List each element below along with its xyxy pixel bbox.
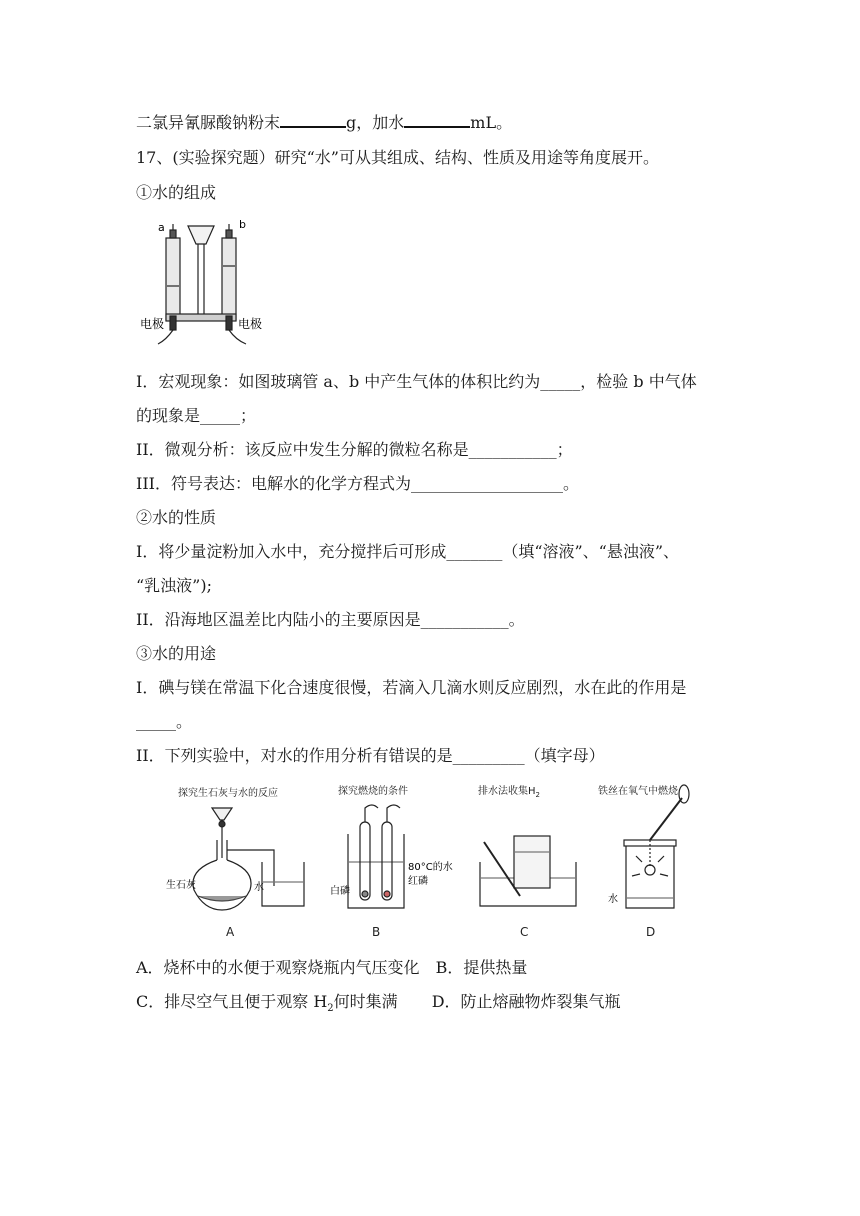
experiments-figure bbox=[164, 778, 724, 942]
electrode-right-label: 电极 bbox=[238, 317, 263, 331]
exp-c-title-main: 排水法收集H bbox=[478, 786, 536, 797]
exp-a-title: 探究生石灰与水的反应 bbox=[178, 788, 278, 799]
s2-coastal: II．沿海地区温差比内陆小的主要原因是___________。 bbox=[136, 610, 525, 629]
options-row-2 bbox=[136, 991, 621, 1020]
options-row-1 bbox=[136, 957, 527, 979]
s1-macro-line2: 的现象是_____； bbox=[136, 406, 257, 425]
section-uses-title: ③水的用途 bbox=[136, 644, 217, 663]
tube-a-label: a bbox=[158, 221, 165, 234]
text-powder: 二氯异氰脲酸钠粉末 bbox=[136, 113, 281, 132]
option-c bbox=[136, 992, 398, 1015]
exp-d-apparatus bbox=[624, 785, 689, 908]
blank-grams bbox=[280, 112, 346, 128]
exp-d-title: 铁丝在氧气中燃烧 bbox=[598, 786, 678, 797]
label-water-a: 水 bbox=[254, 882, 264, 893]
s3-iodine-line2: _____。 bbox=[136, 712, 193, 731]
tube-b-label: b bbox=[239, 218, 246, 231]
label-white-phosphorus: 白磷 bbox=[330, 886, 350, 897]
exp-b-title: 探究燃烧的条件 bbox=[338, 786, 408, 797]
s3-analysis: II．下列实验中，对水的作用分析有错误的是_________（填字母） bbox=[136, 746, 605, 765]
exp-c-apparatus bbox=[480, 836, 576, 906]
exp-a-apparatus bbox=[193, 808, 304, 910]
section-composition-title: ①水的组成 bbox=[136, 183, 217, 202]
label-water-d: 水 bbox=[608, 894, 618, 905]
line-powder-water bbox=[136, 112, 512, 134]
s1-macro-line1: I．宏观现象：如图玻璃管 a、b 中产生气体的体积比约为_____，检验 b 中气体 bbox=[136, 372, 697, 391]
option-c-sub: 2 bbox=[327, 1003, 334, 1015]
exp-letter-b: B bbox=[372, 925, 381, 939]
exp-c-title-sub: 2 bbox=[535, 791, 540, 799]
label-quicklime: 生石灰 bbox=[166, 880, 196, 891]
option-a: A．烧杯中的水便于观察烧瓶内气压变化 bbox=[136, 958, 420, 977]
option-b: B．提供热量 bbox=[435, 958, 528, 977]
exp-c-title bbox=[478, 784, 540, 799]
s1-symbol: III．符号表达：电解水的化学方程式为___________________。 bbox=[136, 474, 579, 493]
blank-ml bbox=[404, 112, 470, 128]
text-add-water: g，加水 bbox=[346, 113, 405, 132]
question-17-title: 17、(实验探究题）研究“水”可从其组成、结构、性质及用途等角度展开。 bbox=[136, 148, 659, 167]
exp-letter-c: C bbox=[520, 925, 529, 939]
option-d: D．防止熔融物炸裂集气瓶 bbox=[431, 992, 621, 1011]
s2-starch-line1: I．将少量淀粉加入水中，充分搅拌后可形成_______（填“溶液”、“悬浊液”、 bbox=[136, 542, 680, 561]
electrode-left-label: 电极 bbox=[140, 317, 165, 331]
electrolysis-figure bbox=[136, 216, 276, 346]
option-c-pre: C．排尽空气且便于观察 H bbox=[136, 992, 328, 1011]
s1-micro: II．微观分析：该反应中发生分解的微粒名称是___________； bbox=[136, 440, 573, 459]
option-c-post: 何时集满 bbox=[333, 992, 398, 1011]
s3-iodine-line1: I．碘与镁在常温下化合速度很慢，若滴入几滴水则反应剧烈，水在此的作用是 bbox=[136, 678, 687, 697]
section-properties-title: ②水的性质 bbox=[136, 508, 217, 527]
exp-letter-d: D bbox=[646, 925, 656, 939]
label-80c-water: 80°C的水 bbox=[408, 862, 453, 873]
text-ml: mL。 bbox=[470, 113, 513, 132]
label-red-phosphorus: 红磷 bbox=[408, 876, 428, 887]
exp-letter-a: A bbox=[226, 925, 235, 939]
s2-starch-line2: “乳浊液”); bbox=[136, 576, 212, 595]
exp-b-apparatus bbox=[348, 805, 404, 908]
